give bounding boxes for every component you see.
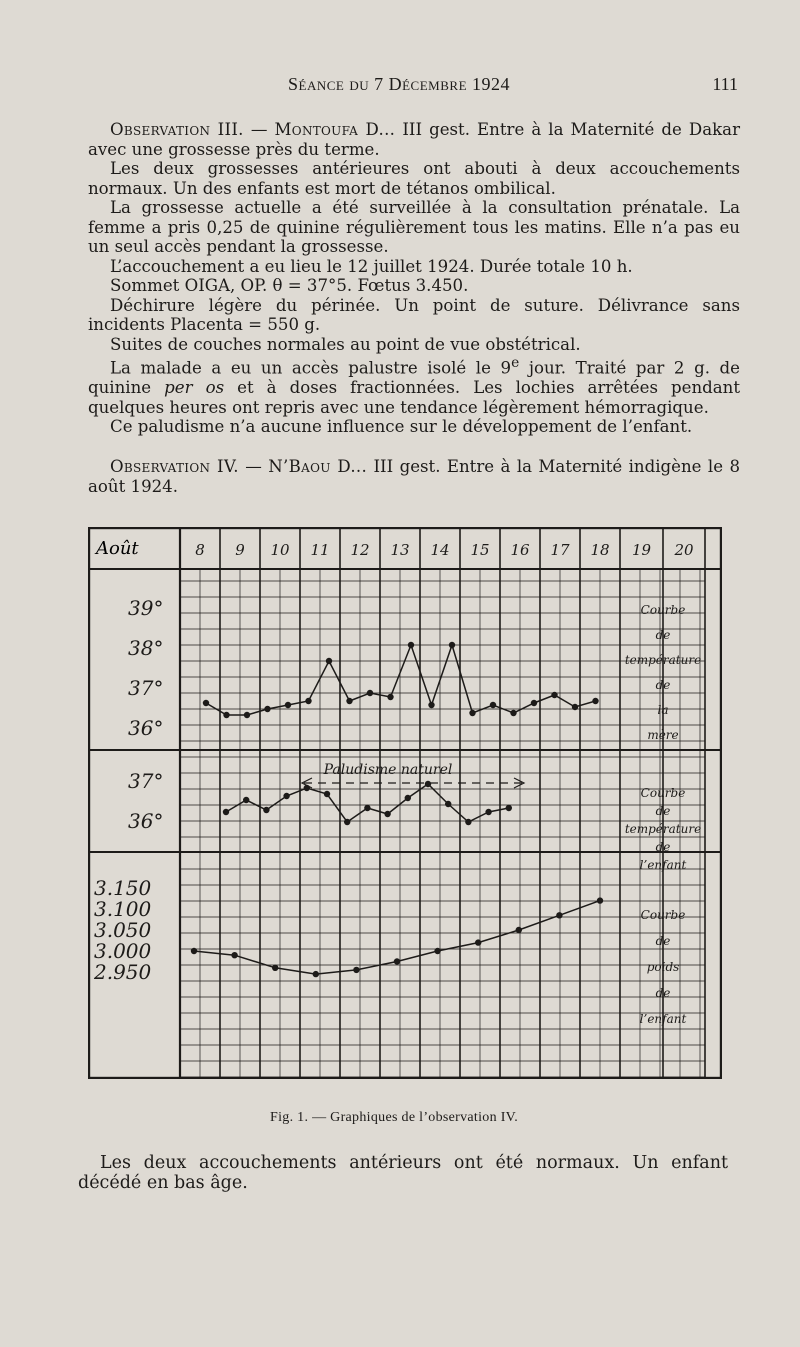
child-temp-point [445, 801, 451, 807]
obs3-paragraph-2: Les deux grossesses antérieures ont abouti à deux accouchements normaux. Un des enfants est mort de tétanos ombilical. [88, 159, 740, 198]
weight-label: 3.050 [94, 918, 152, 942]
obs3-paragraph-8 [88, 354, 740, 417]
child-temp-point [283, 793, 289, 799]
observation-4 [88, 457, 740, 496]
tail-paragraph: Les deux accouchements antérieurs ont été normaux. Un enfant décédé en bas âge. [78, 1153, 728, 1193]
child-temp-label: 36° [128, 809, 164, 833]
day-header-row [94, 538, 139, 559]
obs3-paragraph-5: Sommet OIGA, OP. θ = 37°5. Fœtus 3.450. [110, 276, 469, 295]
figure-caption: Fig. 1. — Graphiques de l’observation IV. [270, 1110, 519, 1125]
obs3-p8-part-b: jour. Traité par 2 g. de quinine [88, 358, 740, 398]
obs3-p8-sup: e [511, 355, 520, 371]
obs3-paragraph-9: Ce paludisme n’a aucune influence sur le développement de l’enfant. [110, 417, 693, 437]
obs4-paragraph-1 [88, 457, 740, 496]
mother-temp-point [592, 698, 598, 704]
child-temp-point [485, 809, 491, 815]
mother-temp-label: 38° [128, 636, 164, 660]
obs3-intro: III gest. Entre à la Maternité de Dakar avec une grossesse près du terme. [88, 120, 741, 159]
weight-point [556, 912, 562, 918]
weight-label: 3.150 [94, 876, 152, 900]
day-label: 11 [310, 541, 330, 559]
weight-point [191, 948, 197, 954]
weight-curve-caption: Courbe de poids de l’enfant [639, 908, 687, 1026]
child-temp-point [465, 819, 471, 825]
mother-curve-caption: Courbe de température de la mère [624, 603, 702, 742]
day-label: 20 [674, 541, 694, 559]
day-label: 12 [350, 541, 370, 559]
header-title: Séance du 7 Décembre 1924 [288, 74, 511, 94]
mother-temp-point [223, 712, 229, 718]
mother-temp-point [367, 690, 373, 696]
obs3-paragraph-7: Suites de couches normales au point de vue obstétrical. [110, 334, 581, 354]
curve-side-labels [625, 603, 701, 1026]
weight-point [475, 939, 481, 945]
weight-point [597, 897, 603, 903]
day-label: 17 [550, 541, 570, 559]
mother-temp-label: 36° [128, 716, 164, 740]
mother-temp-point [551, 692, 557, 698]
day-label: 16 [510, 541, 530, 559]
child-temp-point [506, 805, 512, 811]
annotation-text: Paludisme naturel [323, 762, 453, 778]
mother-temp-point [428, 702, 434, 708]
mother-temp-point [408, 642, 414, 648]
obs4-label: Observation IV. [110, 457, 239, 476]
mother-temp-line [206, 645, 596, 715]
day-label: 9 [235, 541, 245, 559]
mother-temp-point [469, 710, 475, 716]
child-temp-line [226, 784, 509, 822]
obs3-p8-part-a: La malade a eu un accès palustre isolé le 9 [110, 358, 512, 378]
mother-temp-point [203, 700, 209, 706]
weight-point [272, 965, 278, 971]
obs4-intro: III gest. Entre à la Maternité indigène le 8 août 1924. [88, 457, 741, 496]
weight-point [353, 967, 359, 973]
month-label: Août [96, 538, 139, 559]
y-axis-labels [93, 596, 163, 984]
day-labels [195, 541, 694, 559]
mother-temp-point [264, 706, 270, 712]
mother-temp-point [510, 710, 516, 716]
figure-graphs [88, 527, 722, 1079]
obs4-name: N’Baou D... [268, 457, 368, 476]
child-temp-point [263, 807, 269, 813]
mother-temp-point [572, 704, 578, 710]
weight-point [231, 952, 237, 958]
child-temp-point [223, 809, 229, 815]
obs4-dash: — [245, 457, 262, 476]
weight-label: 3.000 [94, 939, 152, 963]
obs3-label: Observation III. [110, 120, 244, 139]
child-temp-point [384, 811, 390, 817]
obs3-p8-italic: per os [164, 378, 225, 398]
mother-temp-point [285, 702, 291, 708]
child-temp-point [425, 781, 431, 787]
weight-point [394, 958, 400, 964]
child-temp-point [243, 797, 249, 803]
day-label: 15 [470, 541, 490, 559]
obs3-paragraph-4: L’accouchement a eu lieu le 12 juillet 1924. Durée totale 10 h. [110, 256, 633, 276]
mother-temp-point [305, 698, 311, 704]
weight-point [516, 927, 522, 933]
page-number: 111 [712, 74, 738, 94]
mother-temp-point [490, 702, 496, 708]
mother-temp-point [449, 642, 455, 648]
day-label: 8 [195, 541, 205, 559]
running-header [88, 74, 738, 100]
day-label: 19 [631, 541, 652, 559]
child-temp-label: 37° [128, 769, 164, 793]
weight-point [434, 948, 440, 954]
child-temp-point [344, 819, 350, 825]
mother-temp-label: 39° [128, 596, 164, 620]
day-label: 13 [390, 541, 410, 559]
obs3-paragraph-3: La grossesse actuelle a été surveillée à la consultation prénatale. La femme a pris 0,25 de quinine régulièrement tous les matins. Elle n’a pas eu un seul accès pendant la grossesse. [88, 198, 740, 256]
chart-grid [180, 527, 705, 1079]
obs3-p8-part-c: et à doses fractionnées. Les lochies arrêtées pendant quelques heures ont repris avec une tendance légèrement hémorragique. [88, 378, 740, 417]
outer-frame [89, 528, 721, 1078]
mother-temp-label: 37° [128, 676, 164, 700]
child-temperature-curve [223, 781, 512, 825]
weight-point [313, 971, 319, 977]
obs3-dash: — [250, 120, 268, 139]
obs3-paragraph-6: Déchirure légère du périnée. Un point de suture. Délivrance sans incidents Placenta = 550 g. [88, 295, 740, 334]
day-label: 14 [430, 541, 450, 559]
child-temp-point [405, 795, 411, 801]
child-temp-point [304, 785, 310, 791]
child-curve-caption: Courbe de température de l’enfant [624, 786, 702, 872]
mother-temp-point [531, 700, 537, 706]
mother-temp-point [387, 694, 393, 700]
mother-temp-point [326, 658, 332, 664]
mother-temp-point [244, 712, 250, 718]
day-label: 10 [270, 541, 290, 559]
obs3-name: Montoufa D... [274, 120, 396, 139]
mother-temp-point [346, 698, 352, 704]
child-temp-point [324, 791, 330, 797]
weight-label: 2.950 [94, 960, 152, 984]
weight-label: 3.100 [94, 897, 152, 921]
tail-text [78, 1153, 728, 1193]
child-temp-point [364, 805, 370, 811]
obs3-paragraph-1 [88, 120, 740, 159]
observation-3 [88, 120, 740, 437]
day-label: 18 [590, 541, 610, 559]
paludisme-annotation [302, 762, 524, 788]
figure-svg [88, 527, 722, 1079]
chart-frame [88, 528, 722, 1078]
